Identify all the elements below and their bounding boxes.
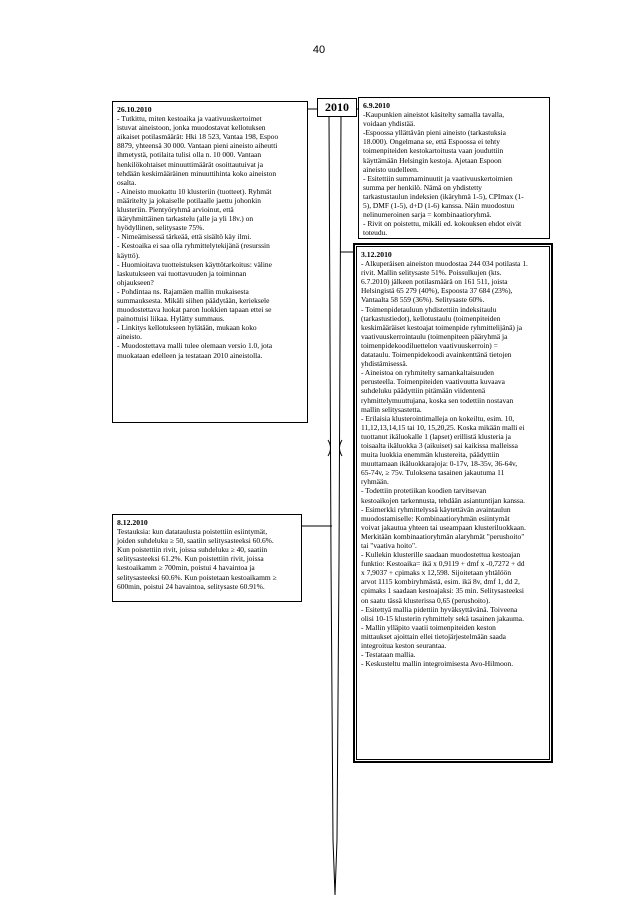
entry-line: ryhmittelymuuttujana, koska sen todettiin nostavan xyxy=(361,395,514,405)
entry-line: henkilökohtaiset minuuttimäärät osoittautuivat ja xyxy=(117,159,264,169)
entry-line: toimenpidekoodiluettelon vaativuuskerroin) = xyxy=(361,340,498,350)
entry-line: vaativuuskerrointaulu (toimenpiteen pääryhmä ja xyxy=(361,331,508,341)
entry-line: 18.000). Ongelmana se, että Espoossa ei tehty xyxy=(363,137,500,147)
entry-line: suhdeluku päädyttiin pitämään viidentenä xyxy=(361,386,486,396)
entry-line: selitysasteeksi 61.2%. Kun poistettiin rivit, joissa xyxy=(117,554,264,564)
entry-8-12-2010 xyxy=(112,514,302,602)
entry-line: - Tutkittu, miten kestoaika ja vaativuuskertoimet xyxy=(117,114,262,124)
entry-date: 26.10.2010 xyxy=(117,105,152,114)
entry-line: tehdään keskimääräinen minuuttihinta koko aineiston xyxy=(117,168,277,178)
entry-line: Merkitään kombinaatioryhmän alaryhmät "perushoito" xyxy=(361,531,525,541)
entry-line: - Muodostettava malli tulee olemaan versio 1.0, jota xyxy=(117,341,273,351)
entry-line: - Pohdintaa ns. Rajamäen mallin mukaisesta xyxy=(117,286,249,296)
entry-line: Testauksia: kun datataulusta poistettiin esiintymät, xyxy=(117,527,268,537)
year-label: 2010 xyxy=(317,98,357,117)
entry-line: kestoaikamm ≥ 700min, poistui 4 havaintoa ja xyxy=(117,563,255,573)
entry-line: summauksesta. Mikäli siihen päädytään, kerieksele xyxy=(117,295,270,305)
entry-line: - Esitettyä mallia pidettiin hyväksyttävänä. Toiveena xyxy=(361,604,518,614)
entry-line: - Linkitys kellotukseen hylätään, mukaan koko xyxy=(117,323,257,333)
entry-line: - Nimeämisessä tärkeää, että sisältö käy ilmi. xyxy=(117,232,252,242)
entry-line: toisaalta ikäluokka 3 (aikuiset) sai kaikissa malleissa xyxy=(361,440,518,450)
entry-line: Vantaalta 58 559 (36%). Selitysaste 60%. xyxy=(361,295,485,305)
entry-line: tuottanut ikäluokalle 1 (lapset) erillistä klusteria ja xyxy=(361,431,511,441)
entry-line: -Kaupunkien aineistot käsitelty samalla tavalla, xyxy=(363,110,505,120)
entry-date: 3.12.2010 xyxy=(361,250,392,259)
entry-text xyxy=(117,527,297,591)
entry-line: painottuisi liikaa. Hylätty summaus. xyxy=(117,314,225,324)
page-number: 40 xyxy=(312,44,326,56)
entry-line: mallin selitysastetta. xyxy=(361,404,422,414)
entry-line: (tarkastustiedot), kellotustaulu (toimenpiteiden xyxy=(361,313,501,323)
entry-line: muuttamaan ikäluokkarajoja: 0-17v, 18-35v, 36-64v, xyxy=(361,459,518,469)
entry-line: Helsingistä 65 279 (40%), Espoosta 37 684 (23%), xyxy=(361,286,513,296)
entry-line: - Rivit on poistettu, mikäli ed. kokouksen ehdot eivät xyxy=(363,219,522,229)
entry-line: - Aineisto muokattu 10 klusteriin (tuotteet). Ryhmät xyxy=(117,186,272,196)
entry-line: - Kestoaika ei saa olla ryhmittelytekijänä (resurssin xyxy=(117,241,270,251)
entry-line: - Erilaisia klusterointimalleja on kokeiltu, esim. 10, xyxy=(361,413,515,423)
entry-line: - Kullekin klusterille saadaan muodostettua kestoajan xyxy=(361,550,521,560)
entry-text xyxy=(363,110,545,239)
entry-line: integroitua keston seurantaa. xyxy=(361,641,447,651)
entry-line: kestoaikojen tarkennusta, tehdään asiantuntijan kanssa. xyxy=(361,495,525,505)
entry-line: muodostettava luokat paron luokkien tapaan ettei se xyxy=(117,305,272,315)
entry-line: x 7,9037 + cpimaks x 12,598. Sijoitetaan yhtälöön xyxy=(361,568,512,578)
entry-line: klusteriin. Pientyöryhmä arvioinut, että xyxy=(117,205,234,215)
entry-line: - Esimerkki ryhmittelyssä käytettävän avaintaulun xyxy=(361,504,511,514)
entry-line: - Todettiin protetiikan koodien tarvitsevan xyxy=(361,486,487,496)
entry-line: käyttö). xyxy=(117,250,140,260)
entry-line: olisi 10-15 klusterin ryhmittely sekä tasainen jakauma. xyxy=(361,613,524,623)
entry-line: 8879, yhteensä 30 000. Vantaan pieni aineisto aiheutti xyxy=(117,141,278,151)
entry-line: määritelty ja jokaiselle potilaalle jaettu johonkin xyxy=(117,195,261,205)
entry-line: - Testataan mallia. xyxy=(361,650,416,660)
entry-line: mittaukset ajoittain ellei tietojärjestelmään saada xyxy=(361,631,506,641)
entry-line: käyttämään Helsingin kestoja. Ajetaan Espoon xyxy=(363,155,502,165)
entry-6-9-2010 xyxy=(358,97,550,239)
entry-line: keskimääräiset kestoajat toimenpide ryhmittelijänä) ja xyxy=(361,322,523,332)
entry-line xyxy=(363,237,545,239)
entry-line: arvot 1115 kombiryhmästä, esim. ikä 8v, dmf 1, dd 2, xyxy=(361,577,520,587)
entry-line: summa per henkilö. Nämä on yhdistetty xyxy=(363,182,482,192)
entry-line: 5), DMF (1-5), d+D (1-6) kanssa. Näin muodostuu xyxy=(363,201,515,211)
entry-line: - Alkuperäisen aineiston muodostaa 244 034 potilasta 1. xyxy=(361,259,528,269)
entry-line: - Aineistoa on ryhmitelty samankaltaisuuden xyxy=(361,368,495,378)
entry-line: 600min, poistui 24 havaintoa, selitysaste 60.91%. xyxy=(117,581,265,591)
entry-line: funktio: Kestoaika= ikä x 0,9119 + dmf x -0,7272 + dd xyxy=(361,559,525,569)
entry-line: ikäryhmittäinen tarkastelu (alle ja yli 18v.) on xyxy=(117,214,254,224)
entry-line: -Espoossa yllättävän pieni aineisto (tarkastuksia xyxy=(363,128,506,138)
entry-line: toteudu. xyxy=(363,228,388,238)
entry-line: selitysasteeksi 60.6%. Kun poistetaan kestoaikamm ≥ xyxy=(117,572,277,582)
entry-line: yhdistämisessä. xyxy=(361,359,408,369)
entry-line: - Esitettiin summaminuutit ja vaativuuskertoimien xyxy=(363,173,513,183)
entry-line: Kun poistettiin rivit, joissa suhdeluku ≥ 40, saatiin xyxy=(117,545,268,555)
entry-text xyxy=(361,259,545,668)
entry-line: on saatu tässä klusterissa 0,65 (perushoito). xyxy=(361,595,491,605)
entry-26-10-2010 xyxy=(112,101,308,423)
entry-line: datataulu. Toimenpidekoodi avainkenttänä tietojen xyxy=(361,350,512,360)
entry-line: voidaan yhdistää. xyxy=(363,119,416,129)
entry-line: laskutukseen vai tuottavuuden ja toiminnan xyxy=(117,268,247,278)
entry-line: tai "vaativa hoito". xyxy=(361,541,417,550)
entry-line: - Mallin ylläpito vaatii toimenpiteiden keston xyxy=(361,622,496,632)
entry-line: osalta. xyxy=(117,177,137,187)
entry-line: muokataan edelleen ja testataan 2010 aineistolla. xyxy=(117,350,263,360)
entry-3-12-2010 xyxy=(353,243,553,763)
entry-line: ryhmään. xyxy=(361,477,389,487)
entry-line: aineisto. xyxy=(117,332,142,342)
entry-line: istuvat aineistoon, jonka muodostavat kellotuksen xyxy=(117,123,266,133)
entry-line: nelinumeroinen sarja = kombinaatioryhmä. xyxy=(363,210,492,220)
entry-line: - Keskusteltu mallin integroimisesta Avo-Hilmoon. xyxy=(361,659,514,669)
entry-line: perusteella. Toimenpiteiden vaativuutta kuvaava xyxy=(361,377,505,387)
entry-line: toimenpiteiden kestokartoitusta vaan jouduttiin xyxy=(363,146,504,156)
entry-line: ihmetystä, potilaita tulisi olla n. 10 000. Vantaan xyxy=(117,150,262,160)
entry-line: joiden suhdeluku ≥ 50, saatiin selitysasteeksi 60.6%. xyxy=(117,536,274,546)
entry-date: 8.12.2010 xyxy=(117,518,148,527)
entry-line: aikaiset potilasmäärät: Hki 18 523, Vantaa 198, Espoo xyxy=(117,132,279,142)
entry-line: aineisto uudelleen. xyxy=(363,164,419,174)
entry-line: cpimaks 1 saadaan kestoajaksi: 35 min. Selitysasteeksi xyxy=(361,586,524,596)
entry-line: hyödyllinen, selitysaste 75%. xyxy=(117,223,205,233)
entry-date: 6.9.2010 xyxy=(363,101,390,110)
entry-line: voivat jakautua yhteen tai useampaan klusteriluokkaan. xyxy=(361,522,526,532)
entry-line: - Toimenpidetauluun yhdistettiin indeksitaulu xyxy=(361,304,497,314)
entry-line: ohjaukseen? xyxy=(117,277,154,287)
timeline-arrow xyxy=(329,116,341,895)
entry-line: 11,12,13,14,15 tai 10, 15,20,25. Koska mikään malli ei xyxy=(361,422,525,432)
entry-line: 65-74v, ≥ 75v. Tuloksena tasainen jakautuma 11 xyxy=(361,468,505,478)
entry-text xyxy=(117,114,303,360)
entry-line: - Huomioitava tuotteistuksen käyttötarkoitus: väline xyxy=(117,259,272,269)
entry-line: tarkastustaulun indeksien (ikäryhmä 1-5), CPImax (1- xyxy=(363,191,524,201)
entry-line: muodostamiselle: Kombinaatioryhmän esiintymät xyxy=(361,513,510,523)
entry-line: 6.7.2010) jälkeen potilasmäärä on 161 511, joista xyxy=(361,277,508,287)
entry-line: muita luokkia enemmän klustereita, päädyttiin xyxy=(361,450,500,460)
entry-line: rivit. Mallin selitysaste 51%. Poissulkujen (kts. xyxy=(361,268,502,278)
